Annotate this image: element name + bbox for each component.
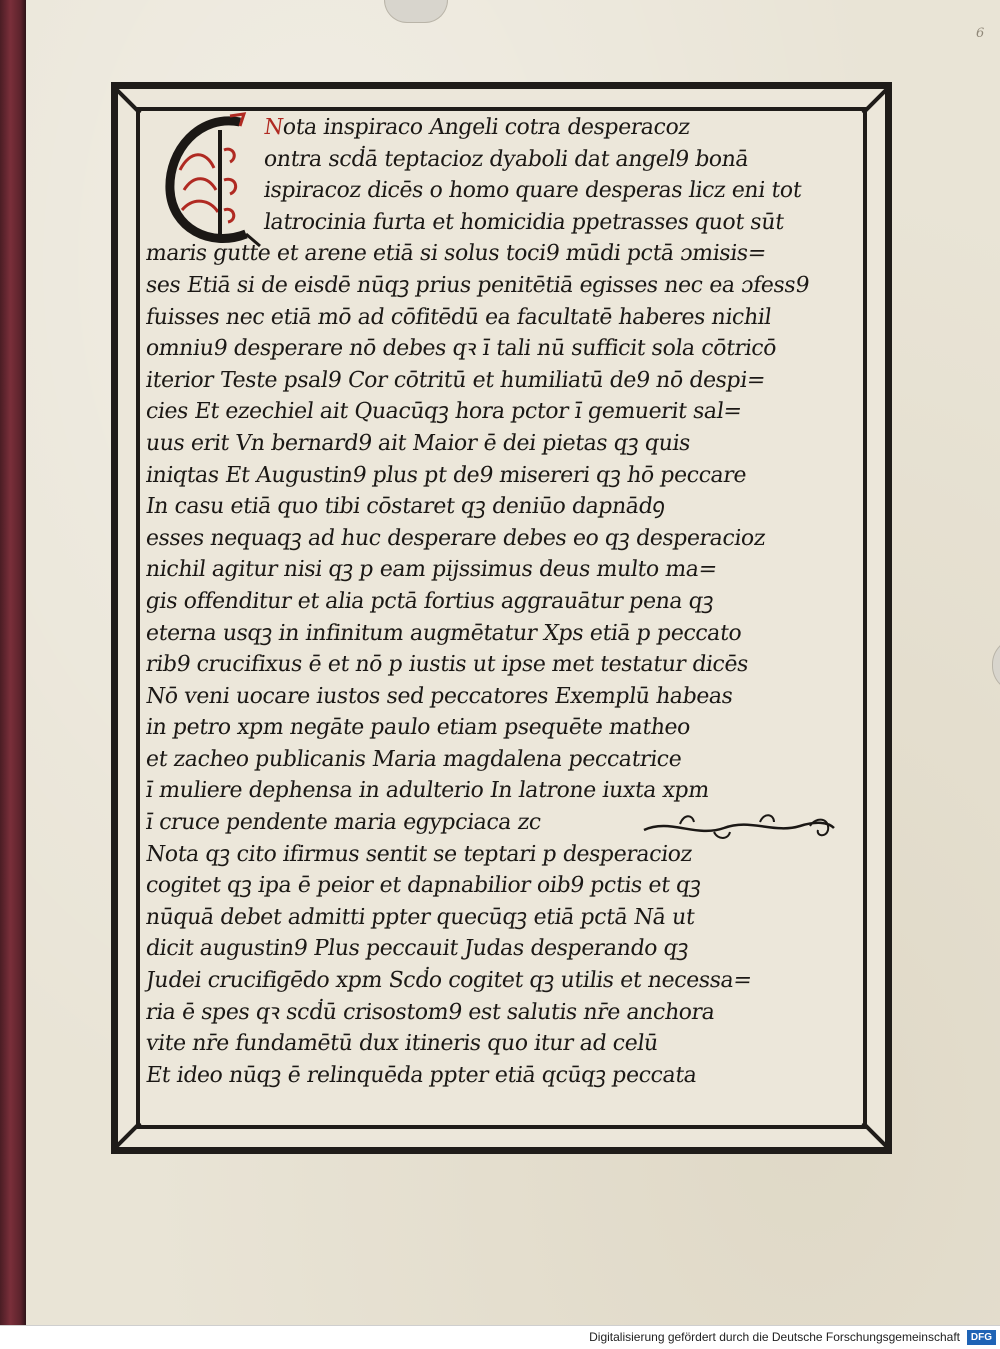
text-line: vite nr̄e fundamētū dux itineris quo itur ad celū bbox=[144, 1031, 660, 1057]
book-spine-edge bbox=[0, 0, 26, 1325]
text-line: Nō veni uocare iustos sed peccatores Exemplū habeas bbox=[144, 683, 735, 709]
text-line: cogitet qꝫ ipa ē peior et dapnabilior oib9 pctis et qꝫ bbox=[144, 873, 703, 899]
text-line: uus erit Vn bernard9 ait Maior ē dei pietas qꝫ quis bbox=[144, 430, 692, 456]
text-line: ispiracoz dicēs o homo quare desperas licz eni tot bbox=[262, 178, 803, 204]
text-line: ses Etiā si de eisdē nūqꝫ prius penitētiā egisses nec ea ɔfess9 bbox=[144, 272, 811, 298]
text-line: rib9 crucifixus ē et nō p iustis ut ipse met testatur dicēs bbox=[144, 652, 750, 678]
text-line: iterior Teste psal9 Cor cōtritū et humiliatū de9 nō despi= bbox=[144, 367, 767, 393]
text-line: Nota inspiraco Angeli cotra desperacoz bbox=[262, 115, 692, 140]
text-line: Et ideo nūqꝫ ē relinquēda ppter etiā qcūqꝫ peccata bbox=[144, 1062, 699, 1088]
text-line: eterna usqꝫ in infinitum augmētatur Xps etiā p peccato bbox=[144, 620, 744, 646]
funding-credit: Digitalisierung gefördert durch die Deutsche Forschungsgemeinschaft bbox=[589, 1330, 960, 1344]
text-line: Nota qꝫ cito ifirmus sentit se teptari p desperacioz bbox=[144, 841, 694, 867]
text-line: In casu etiā quo tibi cōstaret qꝫ deniūo dapnādꝯ bbox=[144, 494, 667, 520]
text-line: ontra scḋā teptacioz dyaboli dat angel9 bonā bbox=[262, 146, 751, 172]
text-line: gis offenditur et alia pctā fortius aggrauātur pena qꝫ bbox=[144, 588, 716, 614]
text-line: latrocinia furta et homicidia ppetrasses quot sūt bbox=[262, 209, 786, 235]
text-line: et zacheo publicanis Maria magdalena peccatrice bbox=[144, 746, 684, 772]
text-line: cies Et ezechiel ait Quacūqꝫ hora pctor ī gemuerit sal= bbox=[144, 399, 744, 425]
text-line: nichil agitur nisi qꝫ p eam pijssimus deus multo ma= bbox=[144, 557, 719, 583]
folio-number: 6 bbox=[976, 26, 985, 41]
dfg-logo: DFG bbox=[967, 1330, 996, 1345]
frame-corner-bl bbox=[115, 1122, 142, 1149]
line-filler-flourish-icon bbox=[640, 808, 840, 846]
text-line: ī muliere dephensa in adulterio In latrone iuxta xpm bbox=[144, 778, 711, 804]
text-line: nūquā debet admitti ppter quecūqꝫ etiā pctā Nā ut bbox=[144, 904, 697, 930]
digitization-footer bbox=[0, 1325, 1000, 1349]
mount-tab-top bbox=[384, 0, 448, 23]
text-line: dicit augustin9 Plus peccauit Judas desperando qꝫ bbox=[144, 936, 690, 962]
mount-tab-right bbox=[992, 638, 1000, 692]
manuscript-text bbox=[146, 112, 858, 1091]
text-line: ī cruce pendente maria egypciaca zc bbox=[144, 810, 543, 836]
text-line: Judei crucifigēdo xpm Scḋo cogitet qꝫ utilis et necessa= bbox=[144, 968, 754, 994]
text-line: iniqtas Et Augustin9 plus pt de9 misereri qꝫ hō peccare bbox=[144, 462, 748, 488]
text-line: esses nequaqꝫ ad huc desperare debes eo qꝫ desperacioz bbox=[144, 525, 767, 551]
frame-corner-tl bbox=[115, 88, 142, 115]
text-line: in petro xpm negāte paulo etiam psequēte matheo bbox=[144, 715, 692, 741]
text-line: maris gutte et arene etiā si solus toci9 mūdi pctā ɔmisis= bbox=[144, 241, 768, 267]
frame-corner-tr bbox=[862, 88, 889, 115]
text-line: omniu9 desperare nō debes qꝛ ī tali nū sufficit sola cōtricō bbox=[144, 336, 778, 362]
text-line: fuisses nec etiā mō ad cōfitēdū ea facultatē haberes nichil bbox=[144, 304, 773, 330]
frame-corner-br bbox=[862, 1122, 889, 1149]
text-line: ria ē spes qꝛ scḋū crisostom9 est salutis nr̄e anchora bbox=[144, 999, 717, 1025]
